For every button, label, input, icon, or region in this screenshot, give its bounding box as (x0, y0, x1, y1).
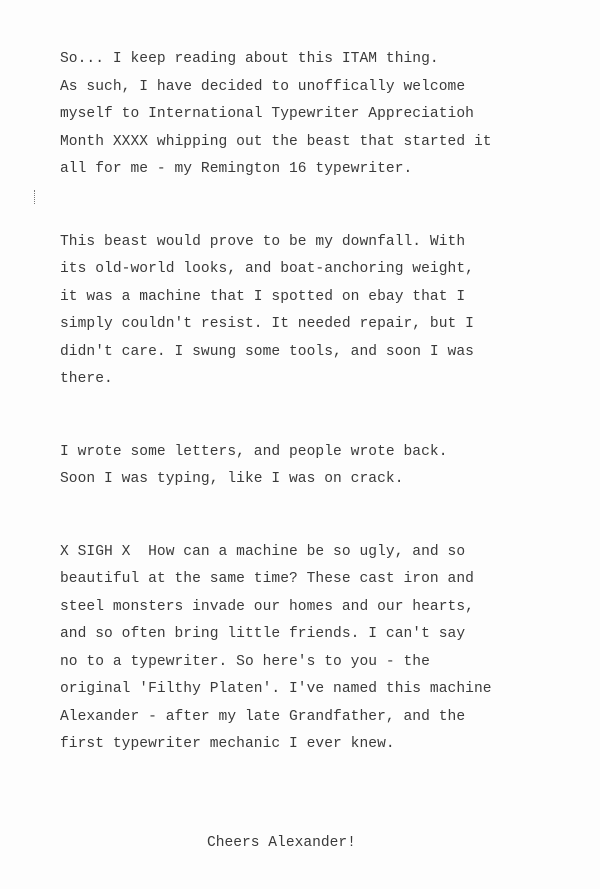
text-line: Month XXXX whipping out the beast that started it (60, 133, 492, 150)
paragraph-letters (60, 439, 580, 494)
text-line: This beast would prove to be my downfall. With (60, 233, 466, 250)
paragraph-gap (60, 184, 580, 229)
text-line: there. (60, 371, 113, 387)
text-line: original 'Filthy Platen'. I've named this machine (60, 681, 492, 697)
text-line: steel monsters invade our homes and our hearts, (60, 598, 474, 615)
closing-signoff: Cheers Alexander! (207, 835, 356, 851)
paragraph-gap (60, 494, 580, 539)
text-line: all for me - my Remington 16 typewriter. (60, 161, 413, 177)
paragraph-itam (60, 46, 580, 184)
text-line: its old-world looks, and boat-anchoring weight, (60, 261, 474, 277)
text-line: first typewriter mechanic I ever knew. (60, 736, 395, 752)
text-line: didn't care. I swung some tools, and soon I was (60, 343, 474, 360)
paragraph-sigh (60, 539, 580, 759)
text-line: and so often bring little friends. I can't say (60, 626, 466, 642)
margin-mark (34, 190, 37, 204)
paragraph-gap (60, 394, 580, 439)
text-line: beautiful at the same time? These cast iron and (60, 571, 474, 587)
text-line: Soon I was typing, like I was on crack. (60, 471, 404, 487)
text-line: I wrote some letters, and people wrote back. (60, 443, 448, 460)
text-line: no to a typewriter. So here's to you - the (60, 653, 430, 670)
text-line: Alexander - after my late Grandfather, and the (60, 708, 466, 725)
text-line: As such, I have decided to unoffically welcome (60, 78, 466, 95)
text-line: X SIGH X How can a machine be so ugly, and so (60, 543, 466, 560)
paragraph-beast (60, 229, 580, 394)
text-line: simply couldn't resist. It needed repair, but I (60, 316, 474, 332)
letter-body (60, 46, 580, 759)
text-line: myself to International Typewriter Appreciatioh (60, 106, 474, 122)
text-line: So... I keep reading about this ITAM thing. (60, 51, 439, 67)
text-line: it was a machine that I spotted on ebay that I (60, 288, 466, 305)
